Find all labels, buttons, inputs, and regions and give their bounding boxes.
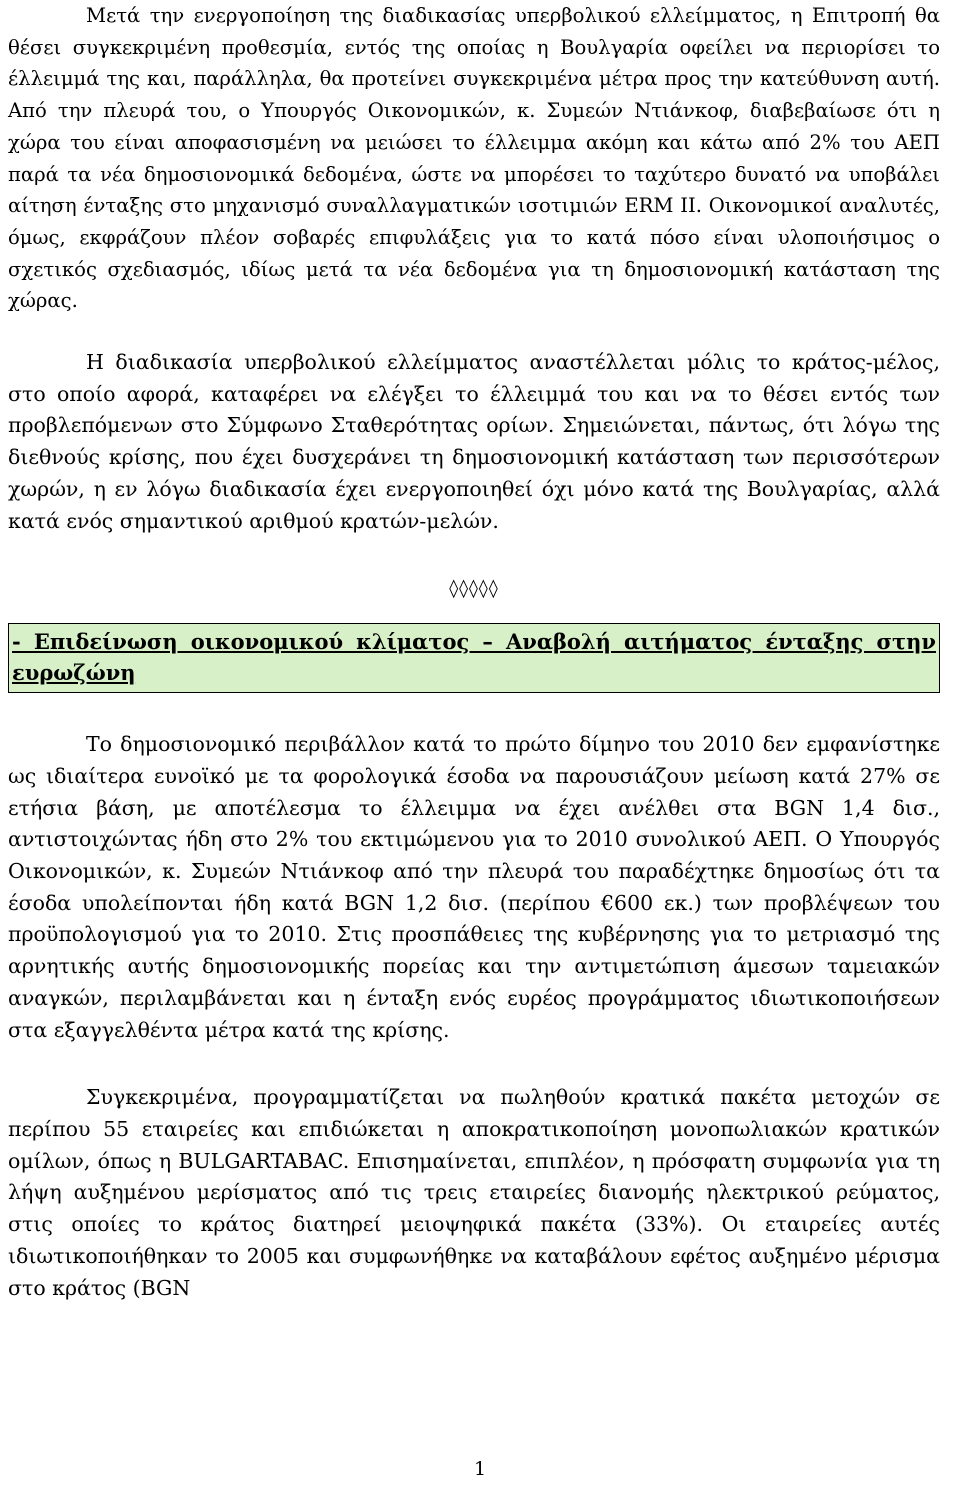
document-page — [8, 0, 940, 1304]
paragraph-3: Το δημοσιονομικό περιβάλλον κατά το πρώτο δίμηνο του 2010 δεν εμφανίστηκε ως ιδιαίτερα ευνοϊκό με τα φορολογικά έσοδα να παρουσιάζουν μείωση κατά 27% σε ετήσια βάση, με αποτέλεσμα το έλλειμμα να έχει ανέλθει στα BGN 1,4 δισ., αντιστοιχώντας ήδη στο 2% του εκτιμώμενου για το 2010 συνολικού ΑΕΠ. Ο Υπουργός Οικονομικών, κ. Συμεών Ντιάνκοφ από την πλευρά του παραδέχτηκε δημοσίως ότι τα έσοδα υπολείπονται ήδη κατά BGN 1,2 δισ. (περίπου €600 εκ.) των προβλέψεων του προϋπολογισμού για το 2010. Στις προσπάθειες της κυβέρνησης για το μετριασμό της αρνητικής αυτής δημοσιονομικής πορείας και την αντιμετώπιση άμεσων ταμειακών αναγκών, περιλαμβάνεται και η ένταξη ενός ευρέος προγράμματος ιδιωτικοποιήσεων στα εξαγγελθέντα μέτρα κατά της κρίσης. — [8, 732, 940, 1042]
section-separator: ◊◊◊◊◊ — [449, 578, 499, 600]
paragraph-2: Η διαδικασία υπερβολικού ελλείμματος αναστέλλεται μόλις το κράτος-μέλος, στο οποίο αφορά, καταφέρει να ελέγξει το έλλειμμά του και να το θέσει εντός των προβλεπόμενων στο Σύμφωνο Σταθερότητας ορίων. Σημειώνεται, πάντως, ότι λόγω της διεθνούς κρίσης, που έχει δυσχεράνει τη δημοσιονομική κατάσταση των περισσότερων χωρών, η εν λόγω διαδικασία έχει ενεργοποιηθεί όχι μόνο κατά της Βουλγαρίας, αλλά κατά ενός σημαντικού αριθμού κρατών-μελών. — [8, 350, 940, 533]
paragraph-1: Μετά την ενεργοποίηση της διαδικασίας υπερβολικού ελλείμματος, η Επιτροπή θα θέσει συγκεκριμένη προθεσμία, εντός της οποίας η Βουλγαρία οφείλει να περιορίσει το έλλειμμά της και, παράλληλα, θα προτείνει συγκεκριμένα μέτρα προς την κατεύθυνση αυτή. Από την πλευρά του, ο Υπουργός Οικονομικών, κ. Συμεών Ντιάνκοφ, διαβεβαίωσε ότι η χώρα του είναι αποφασισμένη να μειώσει το έλλειμμα ακόμη και κάτω από 2% του ΑΕΠ παρά τα νέα δημοσιονομικά δεδομένα, ώστε να μπορέσει το ταχύτερο δυνατό να υποβάλει αίτηση ένταξης στο μηχανισμό συναλλαγματικών ισοτιμιών ERM II. Οικονομικοί αναλυτές, όμως, εκφράζουν πλέον σοβαρές επιφυλάξεις για το κατά πόσο είναι υλοποιήσιμος ο σχετικός σχεδιασμός, ιδίως μετά τα νέα δεδομένα για τη δημοσιονομική κατάσταση της χώρας. — [8, 4, 940, 313]
section-heading — [8, 623, 940, 693]
section-heading-text: - Επιδείνωση οικονομικού κλίματος – Αναβολή αιτήματος ένταξης στην ευρωζώνη — [12, 629, 936, 686]
page-number: 1 — [473, 1458, 487, 1480]
paragraph-4: Συγκεκριμένα, προγραμματίζεται να πωληθούν κρατικά πακέτα μετοχών σε περίπου 55 εταιρείες και επιδιώκεται η αποκρατικοποίηση μονοπωλιακών κρατικών ομίλων, όπως η BULGARTABAC. Επισημαίνεται, επιπλέον, η πρόσφατη συμφωνία για τη λήψη αυξημένου μερίσματος από τις τρεις εταιρείες διανομής ηλεκτρικού ρεύματος, στις οποίες το κράτος διατηρεί μειοψηφικά πακέτα (33%). Οι εταιρείες αυτές ιδιωτικοποιήθηκαν το 2005 και συμφωνήθηκε να καταβάλουν εφέτος αυξημένο μέρισμα στο κράτος (BGN — [8, 1085, 940, 1300]
